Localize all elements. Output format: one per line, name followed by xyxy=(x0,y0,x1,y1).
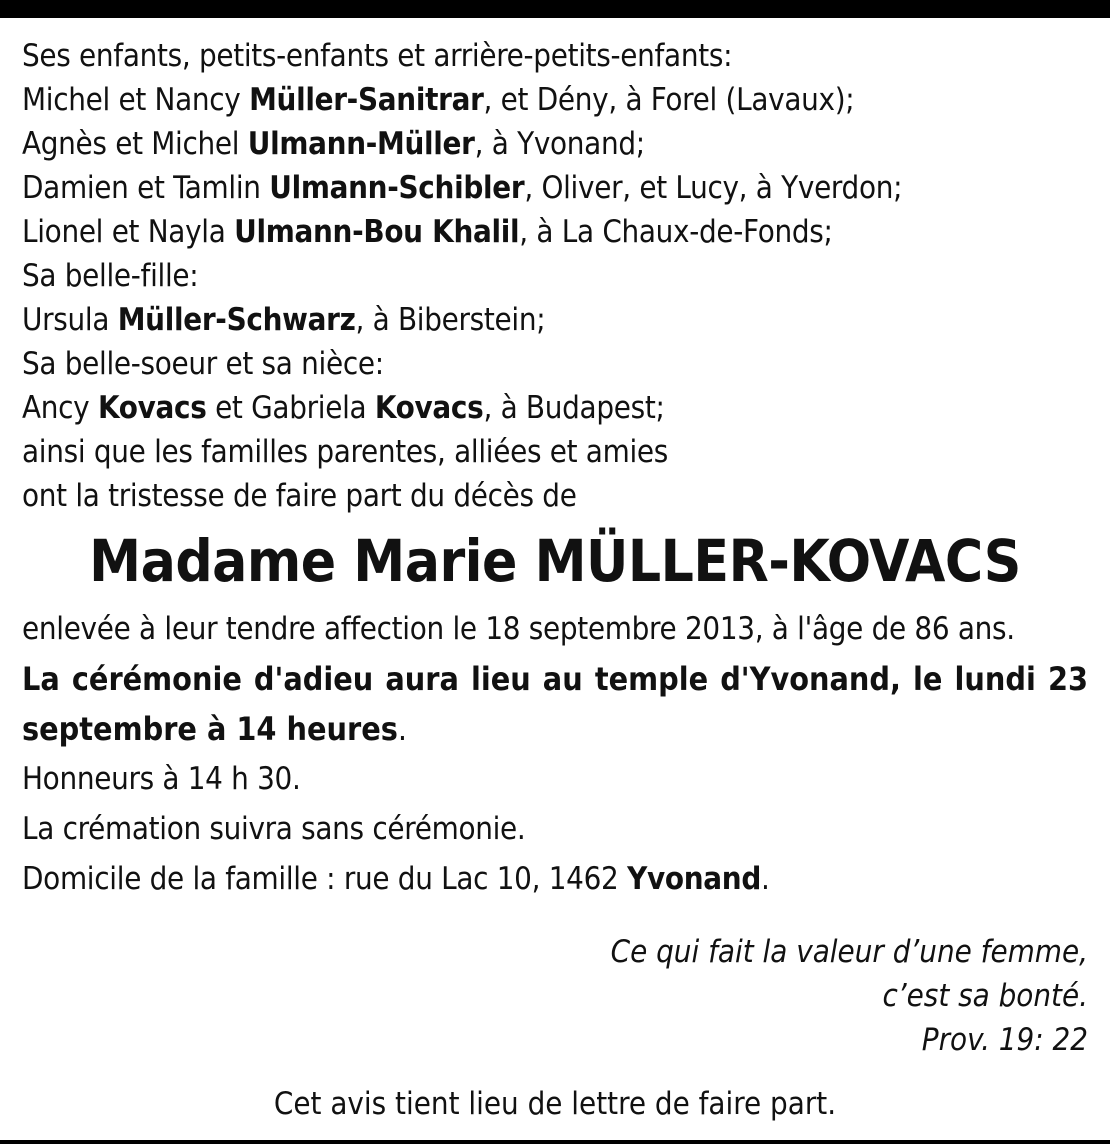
domicile-line: Domicile de la famille : rue du Lac 10, 1462 Yvonand. xyxy=(22,861,770,897)
belle-fille-line: Ursula Müller-Schwarz, à Biberstein; xyxy=(22,302,546,338)
top-border-bar xyxy=(0,0,1110,18)
quote-line: Ce qui fait la valeur d’une femme, xyxy=(610,934,1088,970)
family-line: Lionel et Nayla Ulmann-Bou Khalil, à La Chaux-de-Fonds; xyxy=(22,214,833,250)
belle-soeur-line: Ancy Kovacs et Gabriela Kovacs, à Budapest; xyxy=(22,390,665,426)
family-line: Agnès et Michel Ulmann-Müller, à Yvonand; xyxy=(22,126,645,162)
death-line: enlevée à leur tendre affection le 18 septembre 2013, à l'âge de 86 ans. xyxy=(22,611,1015,647)
family-surname: Müller-Sanitrar xyxy=(249,82,484,118)
honneurs-line: Honneurs à 14 h 30. xyxy=(22,761,301,797)
family-surname: Ulmann-Schibler xyxy=(269,170,525,206)
family-line: Michel et Nancy Müller-Sanitrar, et Dény, à Forel (Lavaux); xyxy=(22,82,855,118)
family-line: Damien et Tamlin Ulmann-Schibler, Oliver, et Lucy, à Yverdon; xyxy=(22,170,903,206)
announcement-line: ont la tristesse de faire part du décès de xyxy=(22,478,577,514)
family-surname: Kovacs xyxy=(97,390,207,426)
family-surname: Kovacs xyxy=(374,390,484,426)
domicile-town: Yvonand xyxy=(627,861,761,897)
bottom-border-rule xyxy=(0,1140,1110,1144)
other-families: ainsi que les familles parentes, alliées et amies xyxy=(22,434,669,470)
family-surname: Ulmann-Bou Khalil xyxy=(234,214,520,250)
notice-body xyxy=(22,34,1088,904)
quote-line: c’est sa bonté. xyxy=(882,978,1088,1014)
family-surname: Ulmann-Müller xyxy=(247,126,475,162)
ceremony-info: La cérémonie d'adieu aura lieu au temple d'Yvonand, le lundi 23 septembre à 14 heures. xyxy=(22,660,1088,748)
quote-reference: Prov. 19: 22 xyxy=(921,1022,1088,1058)
footer-note: Cet avis tient lieu de lettre de faire part. xyxy=(273,1086,837,1122)
deceased-name: Madame Marie MÜLLER-KOVACS xyxy=(89,527,1021,595)
cremation-line: La crémation suivra sans cérémonie. xyxy=(22,811,526,847)
family-intro: Ses enfants, petits-enfants et arrière-petits-enfants: xyxy=(22,38,733,74)
belle-soeur-label: Sa belle-soeur et sa nièce: xyxy=(22,346,384,382)
proverb-quote xyxy=(611,930,1088,1062)
family-surname: Müller-Schwarz xyxy=(117,302,356,338)
belle-fille-label: Sa belle-fille: xyxy=(22,258,199,294)
